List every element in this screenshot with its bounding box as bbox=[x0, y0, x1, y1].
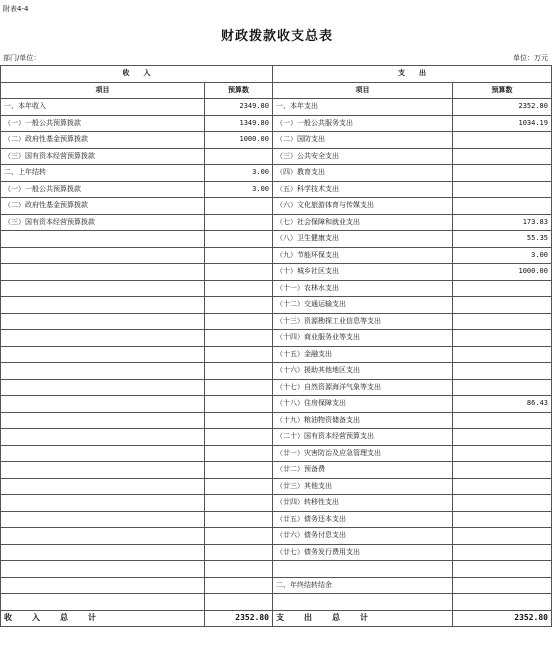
table-row bbox=[1, 165, 552, 182]
table-row bbox=[1, 313, 552, 330]
expense-budget-cell bbox=[453, 561, 552, 578]
income-budget-cell: 1000.00 bbox=[205, 132, 273, 149]
table-row bbox=[1, 445, 552, 462]
department-label: 部门/单位： bbox=[3, 54, 41, 62]
expense-item-cell: （八）卫生健康支出 bbox=[273, 231, 453, 248]
income-item-cell bbox=[1, 280, 205, 297]
section-header-row bbox=[1, 66, 552, 83]
income-item-cell bbox=[1, 528, 205, 545]
income-budget-cell: 2349.80 bbox=[205, 99, 273, 116]
expense-item-cell: 二、年终结转结余 bbox=[273, 577, 453, 594]
income-budget-cell bbox=[205, 148, 273, 165]
table-row bbox=[1, 181, 552, 198]
table-row bbox=[1, 429, 552, 446]
expense-budget-cell bbox=[453, 346, 552, 363]
table-row bbox=[1, 528, 552, 545]
unit-label: 单位：万元 bbox=[513, 54, 548, 62]
income-item-cell bbox=[1, 379, 205, 396]
income-budget-cell bbox=[205, 528, 273, 545]
income-item-cell bbox=[1, 544, 205, 561]
income-budget-cell: 3.00 bbox=[205, 165, 273, 182]
income-budget-cell bbox=[205, 198, 273, 215]
income-item-cell: （三）国有资本经营预算拨款 bbox=[1, 148, 205, 165]
income-total-value: 2352.80 bbox=[205, 610, 273, 627]
column-header-row bbox=[1, 82, 552, 99]
income-item-cell: （一）一般公共预算拨款 bbox=[1, 181, 205, 198]
expense-budget-cell bbox=[453, 412, 552, 429]
income-item-header: 项目 bbox=[1, 82, 205, 99]
income-item-cell bbox=[1, 412, 205, 429]
income-budget-cell bbox=[205, 478, 273, 495]
expense-item-cell bbox=[273, 561, 453, 578]
expense-item-cell: （十）城乡社区支出 bbox=[273, 264, 453, 281]
expense-item-cell: （二十）国有资本经营预算支出 bbox=[273, 429, 453, 446]
budget-table bbox=[0, 65, 552, 627]
table-row bbox=[1, 247, 552, 264]
table-row bbox=[1, 594, 552, 611]
table-row bbox=[1, 511, 552, 528]
table-row bbox=[1, 148, 552, 165]
expense-budget-cell bbox=[453, 594, 552, 611]
expense-item-cell: （廿四）转移性支出 bbox=[273, 495, 453, 512]
income-budget-cell bbox=[205, 379, 273, 396]
expense-budget-cell bbox=[453, 363, 552, 380]
expense-budget-cell bbox=[453, 495, 552, 512]
income-budget-cell bbox=[205, 280, 273, 297]
income-budget-cell bbox=[205, 577, 273, 594]
expense-budget-cell bbox=[453, 280, 552, 297]
expense-item-cell bbox=[273, 594, 453, 611]
expense-item-cell: （十五）金融支出 bbox=[273, 346, 453, 363]
table-row bbox=[1, 264, 552, 281]
income-item-cell bbox=[1, 346, 205, 363]
total-row bbox=[1, 610, 552, 627]
expense-item-cell: （九）节能环保支出 bbox=[273, 247, 453, 264]
expense-item-cell: （一）一般公共服务支出 bbox=[273, 115, 453, 132]
table-row bbox=[1, 214, 552, 231]
income-budget-cell bbox=[205, 594, 273, 611]
expense-budget-cell bbox=[453, 313, 552, 330]
expense-budget-cell bbox=[453, 198, 552, 215]
expense-item-cell: （廿六）债务付息支出 bbox=[273, 528, 453, 545]
income-budget-cell bbox=[205, 445, 273, 462]
income-item-cell: （二）政府性基金预算拨款 bbox=[1, 132, 205, 149]
expense-item-cell: （十七）自然资源海洋气象等支出 bbox=[273, 379, 453, 396]
expense-budget-cell bbox=[453, 379, 552, 396]
expense-budget-cell: 173.83 bbox=[453, 214, 552, 231]
table-row bbox=[1, 412, 552, 429]
table-row bbox=[1, 231, 552, 248]
income-item-cell bbox=[1, 495, 205, 512]
expense-budget-cell bbox=[453, 528, 552, 545]
table-row bbox=[1, 280, 552, 297]
income-item-cell bbox=[1, 396, 205, 413]
expense-budget-cell bbox=[453, 544, 552, 561]
income-item-cell bbox=[1, 313, 205, 330]
expense-budget-header: 预算数 bbox=[453, 82, 552, 99]
income-item-cell bbox=[1, 231, 205, 248]
income-total-label: 收 入 总 计 bbox=[1, 610, 205, 627]
expense-total-value: 2352.80 bbox=[453, 610, 552, 627]
table-row bbox=[1, 330, 552, 347]
table-row bbox=[1, 379, 552, 396]
expense-item-cell: （十三）资源勘探工业信息等支出 bbox=[273, 313, 453, 330]
income-budget-cell bbox=[205, 313, 273, 330]
expense-item-cell: （十九）粮油物资储备支出 bbox=[273, 412, 453, 429]
expense-item-cell: （四）教育支出 bbox=[273, 165, 453, 182]
table-row bbox=[1, 495, 552, 512]
income-budget-cell: 1349.80 bbox=[205, 115, 273, 132]
expense-budget-cell: 3.00 bbox=[453, 247, 552, 264]
income-budget-cell bbox=[205, 297, 273, 314]
expense-budget-cell: 55.35 bbox=[453, 231, 552, 248]
income-item-cell bbox=[1, 264, 205, 281]
income-item-cell bbox=[1, 297, 205, 314]
income-item-cell bbox=[1, 478, 205, 495]
income-item-cell bbox=[1, 330, 205, 347]
expense-budget-cell bbox=[453, 478, 552, 495]
table-row bbox=[1, 462, 552, 479]
table-row bbox=[1, 198, 552, 215]
expense-budget-cell: 1034.19 bbox=[453, 115, 552, 132]
expense-budget-cell bbox=[453, 181, 552, 198]
expense-budget-cell bbox=[453, 148, 552, 165]
income-header: 收 入 bbox=[1, 66, 273, 83]
income-budget-cell bbox=[205, 214, 273, 231]
expense-budget-cell bbox=[453, 429, 552, 446]
expense-item-cell: （十二）交通运输支出 bbox=[273, 297, 453, 314]
income-budget-cell bbox=[205, 363, 273, 380]
table-row bbox=[1, 99, 552, 116]
expense-item-cell: （六）文化旅游体育与传媒支出 bbox=[273, 198, 453, 215]
income-budget-header: 预算数 bbox=[205, 82, 273, 99]
income-item-cell: 一、本年收入 bbox=[1, 99, 205, 116]
income-budget-cell: 3.00 bbox=[205, 181, 273, 198]
expense-item-cell: （廿二）预备费 bbox=[273, 462, 453, 479]
income-budget-cell bbox=[205, 495, 273, 512]
table-row bbox=[1, 363, 552, 380]
income-item-cell bbox=[1, 577, 205, 594]
table-row bbox=[1, 132, 552, 149]
table-row bbox=[1, 346, 552, 363]
expense-budget-cell bbox=[453, 165, 552, 182]
expense-item-cell: （七）社会保障和就业支出 bbox=[273, 214, 453, 231]
income-item-cell bbox=[1, 511, 205, 528]
income-item-cell: （三）国有资本经营预算拨款 bbox=[1, 214, 205, 231]
expense-item-header: 项目 bbox=[273, 82, 453, 99]
expense-item-cell: （五）科学技术支出 bbox=[273, 181, 453, 198]
income-item-cell bbox=[1, 594, 205, 611]
income-budget-cell bbox=[205, 544, 273, 561]
expense-budget-cell bbox=[453, 132, 552, 149]
income-item-cell bbox=[1, 445, 205, 462]
expense-budget-cell bbox=[453, 445, 552, 462]
income-item-cell bbox=[1, 462, 205, 479]
expense-item-cell: （二）国防支出 bbox=[273, 132, 453, 149]
expense-item-cell: （十一）农林水支出 bbox=[273, 280, 453, 297]
expense-budget-cell bbox=[453, 297, 552, 314]
income-item-cell bbox=[1, 429, 205, 446]
table-row bbox=[1, 297, 552, 314]
expense-item-cell: 一、本年支出 bbox=[273, 99, 453, 116]
income-budget-cell bbox=[205, 264, 273, 281]
income-item-cell: 二、上年结转 bbox=[1, 165, 205, 182]
income-budget-cell bbox=[205, 561, 273, 578]
income-item-cell: （一）一般公共预算拨款 bbox=[1, 115, 205, 132]
expense-item-cell: （廿三）其他支出 bbox=[273, 478, 453, 495]
income-item-cell bbox=[1, 363, 205, 380]
income-budget-cell bbox=[205, 462, 273, 479]
table-row bbox=[1, 115, 552, 132]
expense-header: 支 出 bbox=[273, 66, 552, 83]
expense-budget-cell bbox=[453, 330, 552, 347]
expense-item-cell: （十八）住房保障支出 bbox=[273, 396, 453, 413]
expense-item-cell: （三）公共安全支出 bbox=[273, 148, 453, 165]
expense-budget-cell: 1000.00 bbox=[453, 264, 552, 281]
table-row bbox=[1, 561, 552, 578]
income-budget-cell bbox=[205, 330, 273, 347]
page-title: 财政拨款收支总表 bbox=[220, 29, 333, 44]
table-row bbox=[1, 478, 552, 495]
expense-total-label: 支 出 总 计 bbox=[273, 610, 453, 627]
expense-budget-cell bbox=[453, 462, 552, 479]
income-budget-cell bbox=[205, 511, 273, 528]
expense-item-cell: （廿一）灾害防治及应急管理支出 bbox=[273, 445, 453, 462]
table-tag: 附表4-4 bbox=[3, 5, 29, 13]
income-item-cell bbox=[1, 561, 205, 578]
expense-item-cell: （廿五）债务还本支出 bbox=[273, 511, 453, 528]
income-budget-cell bbox=[205, 231, 273, 248]
income-budget-cell bbox=[205, 247, 273, 264]
table-row bbox=[1, 396, 552, 413]
expense-item-cell: （廿七）债务发行费用支出 bbox=[273, 544, 453, 561]
income-budget-cell bbox=[205, 346, 273, 363]
expense-budget-cell bbox=[453, 577, 552, 594]
income-item-cell: （二）政府性基金预算拨款 bbox=[1, 198, 205, 215]
expense-item-cell: （十六）援助其他地区支出 bbox=[273, 363, 453, 380]
expense-item-cell: （十四）商业服务业等支出 bbox=[273, 330, 453, 347]
expense-budget-cell: 86.43 bbox=[453, 396, 552, 413]
income-budget-cell bbox=[205, 429, 273, 446]
income-budget-cell bbox=[205, 396, 273, 413]
expense-budget-cell bbox=[453, 511, 552, 528]
table-row bbox=[1, 544, 552, 561]
income-item-cell bbox=[1, 247, 205, 264]
income-budget-cell bbox=[205, 412, 273, 429]
expense-budget-cell: 2352.80 bbox=[453, 99, 552, 116]
table-row bbox=[1, 577, 552, 594]
